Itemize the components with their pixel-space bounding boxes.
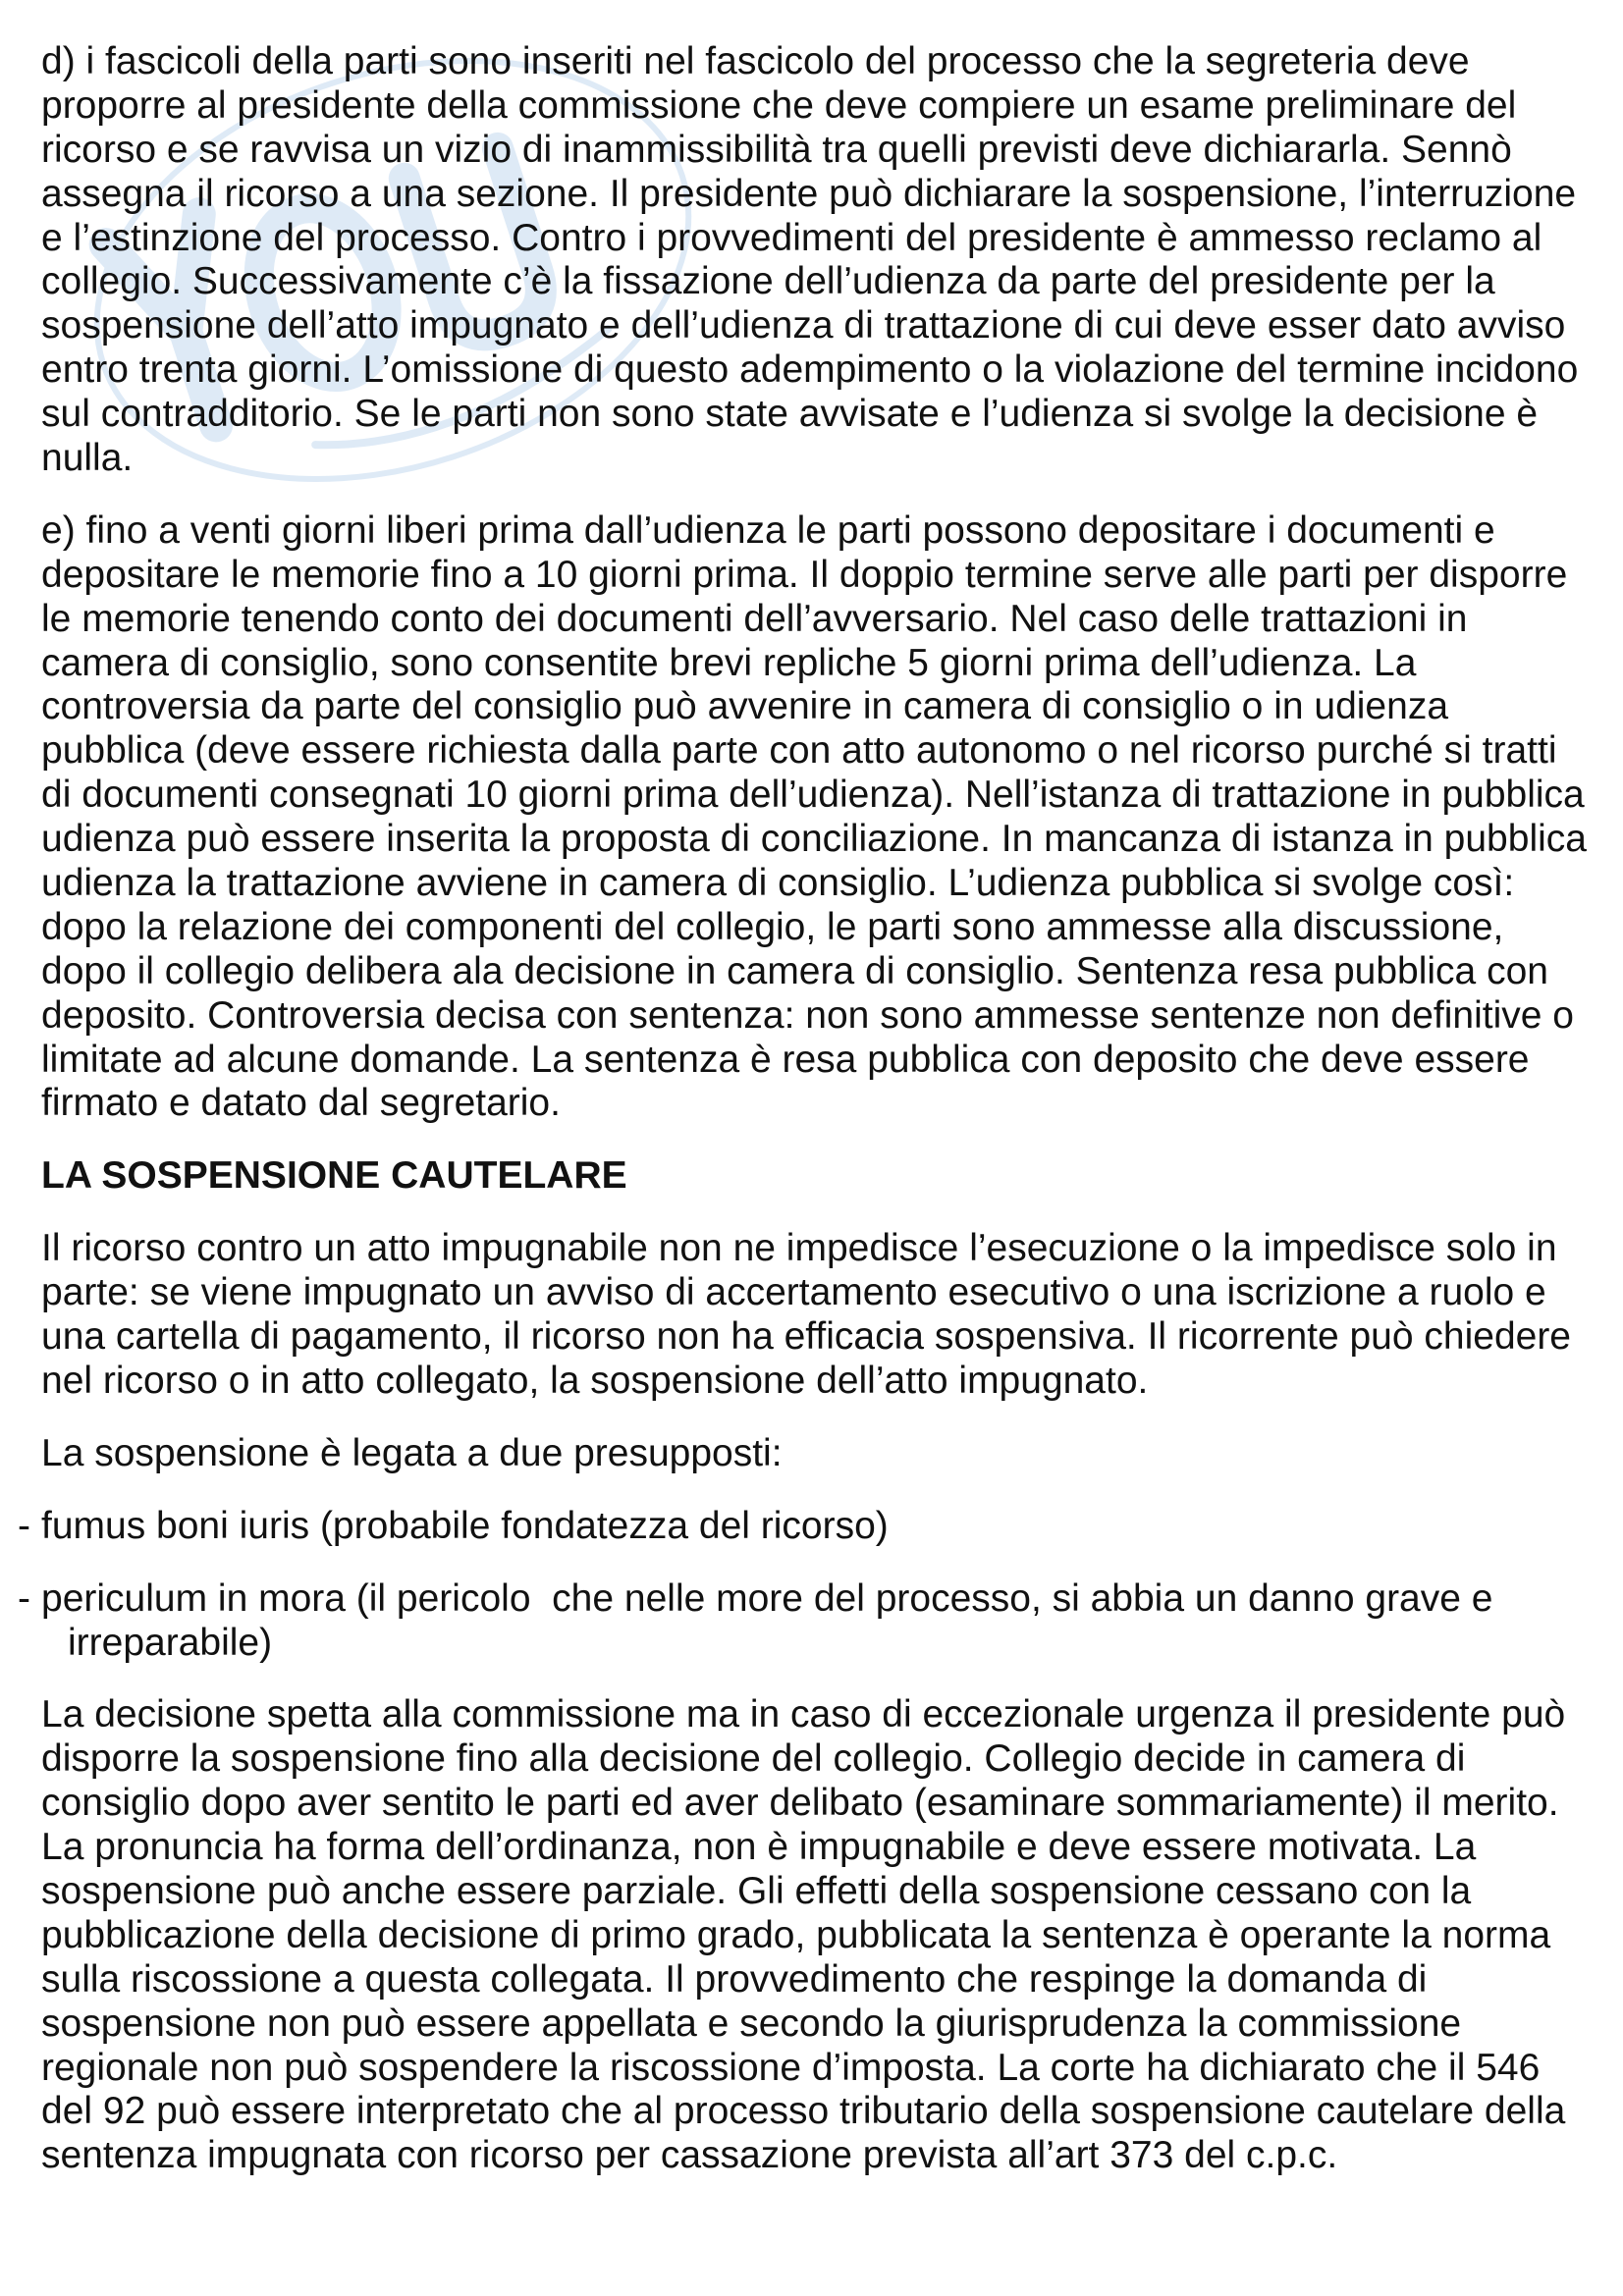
text-line: deposito. Controversia decisa con sentenza: non sono ammesse sentenze non definitive o	[41, 993, 1574, 1037]
text-line: nulla.	[41, 437, 134, 480]
bullet-item-periculum	[0, 1577, 1623, 1666]
bullet-marker: -	[18, 1504, 30, 1547]
bullet-text: periculum in mora (il pericolo che nelle more del processo, si abbia un danno grave e	[41, 1576, 1493, 1620]
text-line: sulla riscossione a questa collegata. Il provvedimento che respinge la domanda di	[41, 1957, 1428, 2001]
text-line: udienza può essere inserita la proposta di conciliazione. In mancanza di istanza in pubblica	[41, 818, 1587, 861]
text-line: depositare le memorie fino a 10 giorni prima. Il doppio termine serve alle parti per disporre	[41, 553, 1568, 596]
bullet-marker: -	[18, 1576, 30, 1620]
document-body	[0, 40, 1623, 2207]
presupposti-intro: La sospensione è legata a due presupposti:	[41, 1431, 783, 1474]
text-line: dopo il collegio delibera ala decisione in camera di consiglio. Sentenza resa pubblica con	[41, 949, 1548, 992]
text-line: sul contradditorio. Se le parti non sono state avvisate e l’udienza si svolge la decisione è	[41, 393, 1539, 436]
paragraph-e	[0, 509, 1623, 1126]
text-line: entro trenta giorni. L’omissione di questo adempimento o la violazione del termine incidono	[41, 348, 1579, 392]
text-line: del 92 può essere interpretato che al processo tributario della sospensione cautelare della	[41, 2090, 1566, 2133]
text-line: ricorso e se ravvisa un vizio di inammissibilità tra quelli previsti deve dichiararla. Sennò	[41, 128, 1512, 171]
text-line: sospensione non può essere appellata e secondo la giurisprudenza la commissione	[41, 2002, 1462, 2045]
text-line: e l’estinzione del processo. Contro i provvedimenti del presidente è ammesso reclamo al	[41, 216, 1542, 259]
text-line: limitate ad alcune domande. La sentenza è resa pubblica con deposito che deve essere	[41, 1038, 1530, 1081]
text-line: Il ricorso contro un atto impugnabile non ne impedisce l’esecuzione o la impedisce solo in	[41, 1227, 1557, 1270]
text-line: parte: se viene impugnato un avviso di accertamento esecutivo o una iscrizione a ruolo e	[41, 1271, 1546, 1314]
text-line: disporre la sospensione fino alla decisione del collegio. Collegio decide in camera di	[41, 1737, 1466, 1781]
bullet-continuation: irreparabile)	[68, 1621, 273, 1664]
text-line: La decisione spetta alla commissione ma in caso di eccezionale urgenza il presidente può	[41, 1693, 1566, 1736]
bullet-text: fumus boni iuris (probabile fondatezza del ricorso)	[41, 1504, 889, 1547]
text-line: d) i fascicoli della parti sono inseriti nel fascicolo del processo che la segreteria deve	[41, 40, 1470, 82]
text-line: le memorie tenendo conto dei documenti dell’avversario. Nel caso delle trattazioni in	[41, 597, 1468, 640]
text-line: e) fino a venti giorni liberi prima dall’udienza le parti possono depositare i documenti e	[41, 508, 1495, 552]
text-line: una cartella di pagamento, il ricorso non ha efficacia sospensiva. Il ricorrente può chiedere	[41, 1315, 1572, 1359]
section-heading: LA SOSPENSIONE CAUTELARE	[41, 1154, 627, 1198]
text-line: pubblicazione della decisione di primo grado, pubblicata la sentenza è operante la norma	[41, 1913, 1551, 1956]
text-line: consiglio dopo aver sentito le parti ed aver delibato (esaminare sommariamente) il merito.	[41, 1782, 1559, 1825]
text-line: sentenza impugnata con ricorso per cassazione prevista all’art 373 del c.p.c.	[41, 2134, 1338, 2177]
text-line: dopo la relazione dei componenti del collegio, le parti sono ammesse alla discussione,	[41, 905, 1504, 948]
bullet-item-fumus	[0, 1505, 1623, 1549]
text-line: assegna il ricorso a una sezione. Il presidente può dichiarare la sospensione, l’interruzione	[41, 172, 1577, 215]
text-line: proporre al presidente della commissione che deve compiere un esame preliminare del	[41, 83, 1517, 127]
bullet-line	[0, 1505, 1623, 1549]
text-line: La pronuncia ha forma dell’ordinanza, non è impugnabile e deve essere motivata. La	[41, 1826, 1477, 1869]
text-line: collegio. Successivamente c’è la fissazione dell’udienza da parte del presidente per la	[41, 260, 1495, 303]
text-line: firmato e datato dal segretario.	[41, 1082, 561, 1125]
paragraph-d	[0, 40, 1623, 481]
text-line: camera di consiglio, sono consentite brevi repliche 5 giorni prima dell’udienza. La	[41, 641, 1417, 684]
text-line: udienza la trattazione avviene in camera di consiglio. L’udienza pubblica si svolge così:	[41, 862, 1515, 905]
text-line: controversia da parte del consiglio può avvenire in camera di consiglio o in udienza	[41, 685, 1449, 728]
text-line: nel ricorso o in atto collegato, la sospensione dell’atto impugnato.	[41, 1359, 1149, 1402]
text-line: di documenti consegnati 10 giorni prima dell’udienza). Nell’istanza di trattazione in pubblica	[41, 774, 1585, 817]
text-line: sospensione può anche essere parziale. Gli effetti della sospensione cessano con la	[41, 1869, 1472, 1912]
text-line: regionale non può sospendere la riscossione d’imposta. La corte ha dichiarato che il 546	[41, 2046, 1541, 2089]
bullet-line	[0, 1577, 1623, 1622]
paragraph-decisione	[0, 1693, 1623, 2178]
text-line: pubblica (deve essere richiesta dalla parte con atto autonomo o nel ricorso purché si tratti	[41, 729, 1557, 773]
paragraph-ricorso	[0, 1227, 1623, 1404]
text-line: sospensione dell’atto impugnato e dell’udienza di trattazione di cui deve esser dato avviso	[41, 304, 1566, 347]
